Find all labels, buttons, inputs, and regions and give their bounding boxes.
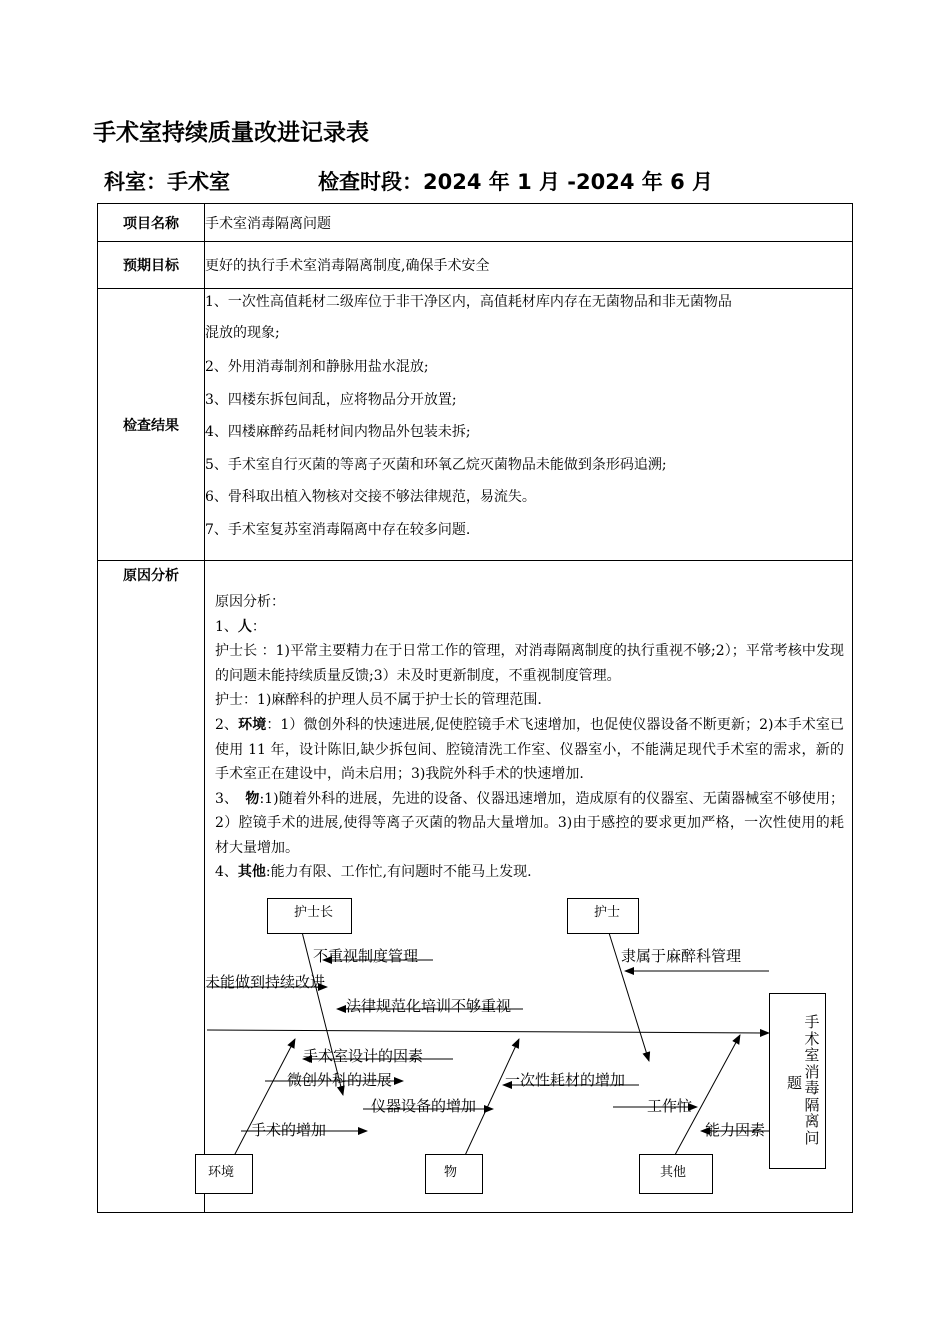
spine-line: [207, 1030, 769, 1033]
cause-intro: 原因分析：: [215, 593, 285, 610]
department: 科室：手术室: [104, 170, 230, 194]
effect-char: 问: [804, 1128, 820, 1147]
check-item: 3、四楼东拆包间乱，应将物品分开放置;: [205, 391, 457, 408]
box-label: 护士: [594, 905, 621, 921]
record-table: [97, 203, 853, 1213]
cause-environment: [215, 713, 844, 787]
cause-tail: :1)随着外科的进展，先进的设备、仪器迅速增加，造成原有的仪器室、无菌器械室不够使用；2）腔镜手术的进展,使得等离子灭菌的物品大量增加。3)由于感控的要求更加严格，一次性使用的耗材大量增加。: [215, 790, 844, 856]
check-period: 检查时段：2024 年 1 月 -2024 年 6 月: [318, 170, 714, 194]
cause-tail: ：: [251, 618, 266, 635]
project-value: 手术室消毒隔离问题: [205, 204, 853, 242]
cause-label-c7: 仪器设备的增加: [371, 1097, 477, 1116]
effect-char: 手: [804, 1013, 820, 1032]
cause-head: 环境: [238, 716, 267, 733]
box-material: [425, 1154, 483, 1194]
cause-label-c2: 未能做到持续改进: [205, 973, 326, 992]
row-check: [98, 289, 853, 561]
box-nurse: [567, 898, 639, 934]
cause-nurse: 护士：1)麻醉科的护理人员不属于护士长的管理范围.: [215, 692, 542, 709]
goal-value: 更好的执行手术室消毒隔离制度,确保手术安全: [205, 242, 853, 289]
cause-num: 2、: [215, 716, 239, 733]
fishbone-diagram: [203, 885, 839, 1185]
cause-label-c5: 手术室设计的因素: [303, 1047, 424, 1066]
row-project: [98, 204, 853, 242]
cause-analysis: [205, 561, 853, 1213]
row-goal: [98, 242, 853, 289]
box-head-nurse: [267, 898, 352, 934]
cause-label: 原因分析: [98, 561, 205, 1213]
cause-num: 3、: [215, 790, 246, 807]
effect-text: [804, 1014, 820, 1146]
effect-box: [769, 993, 826, 1169]
cause-people: [215, 615, 844, 640]
cause-tail: ：1）微创外科的快速进展,促使腔镜手术飞速增加，也促使仪器设备不断更新；2)本手术室已使用 11 年，设计陈旧,缺少拆包间、腔镜清洗工作室、仪器室小，不能满足现代手术室的需求，新的手术室正在建设中，尚未启用；3)我院外科手术的快速增加.: [215, 716, 844, 783]
cause-label-c3: 法律规范化培训不够重视: [346, 997, 512, 1016]
cause-label-c11: 能力因素: [705, 1121, 766, 1140]
cause-label-c1: 不重视制度管理: [313, 947, 419, 966]
box-label: 环境: [208, 1165, 235, 1181]
goal-label: 预期目标: [98, 242, 205, 289]
check-item: 1、一次性高值耗材二级库位于非干净区内，高值耗材库内存在无菌物品和非无菌物品: [205, 294, 732, 310]
cause-head: 其他: [237, 864, 266, 881]
cause-label-c4: 隶属于麻醉科管理: [621, 947, 742, 966]
row-cause: [98, 561, 853, 1213]
cause-material: [215, 787, 844, 861]
cause-tail: :能力有限、工作忙,有问题时不能马上发现.: [265, 864, 532, 881]
cause-num: 1、: [215, 618, 238, 635]
check-item: 混放的现象;: [205, 325, 280, 341]
page-title: 手术室持续质量改进记录表: [93, 120, 369, 146]
cause-label-c6: 微创外科的进展: [287, 1071, 393, 1090]
cause-label-c10: 工作忙: [647, 1097, 693, 1116]
cause-num: 4、: [215, 864, 238, 881]
box-label: 其他: [660, 1165, 687, 1181]
effect-tail: 题: [787, 1074, 803, 1093]
cause-label-c8: 手术的增加: [251, 1121, 327, 1140]
cause-label-c9: 一次性耗材的增加: [505, 1071, 626, 1090]
cause-other: [215, 860, 844, 885]
cause-head-nurse: 护士长 ：1)平常主要精力在于日常工作的管理，对消毒隔离制度的执行重视不够;2）；平常考核中发现的问题未能持续质量反馈;3）未及时更新制度，不重视制度管理。: [215, 643, 844, 684]
check-item: 6、骨科取出植入物核对交接不够法律规范，易流失。: [205, 489, 536, 505]
effect-char: 室: [804, 1046, 820, 1065]
box-other: [639, 1154, 713, 1194]
box-label: 护士长: [294, 905, 334, 921]
cause-head: 人: [237, 618, 252, 635]
box-environment: [195, 1154, 253, 1194]
check-item: 4、四楼麻醉药品耗材间内物品外包装未拆;: [205, 424, 471, 440]
check-label: 检查结果: [98, 289, 205, 561]
effect-char: 术: [804, 1029, 820, 1048]
box-label: 物: [444, 1165, 458, 1181]
effect-char: 毒: [804, 1079, 820, 1098]
check-item: 5、手术室自行灭菌的等离子灭菌和环氧乙烷灭菌物品未能做到条形码追溯;: [205, 456, 667, 473]
project-label: 项目名称: [98, 204, 205, 242]
effect-char: 隔: [804, 1095, 820, 1114]
effect-char: 离: [804, 1112, 820, 1131]
bone-nurse: [605, 920, 649, 1061]
cause-text: [205, 588, 852, 885]
check-item: 7、手术室复苏室消毒隔离中存在较多问题.: [205, 521, 471, 538]
effect-char: 消: [804, 1062, 820, 1081]
cause-head: 物: [245, 790, 260, 807]
check-item: 2、外用消毒制剂和静脉用盐水混放;: [205, 359, 429, 375]
check-results: [205, 289, 853, 561]
